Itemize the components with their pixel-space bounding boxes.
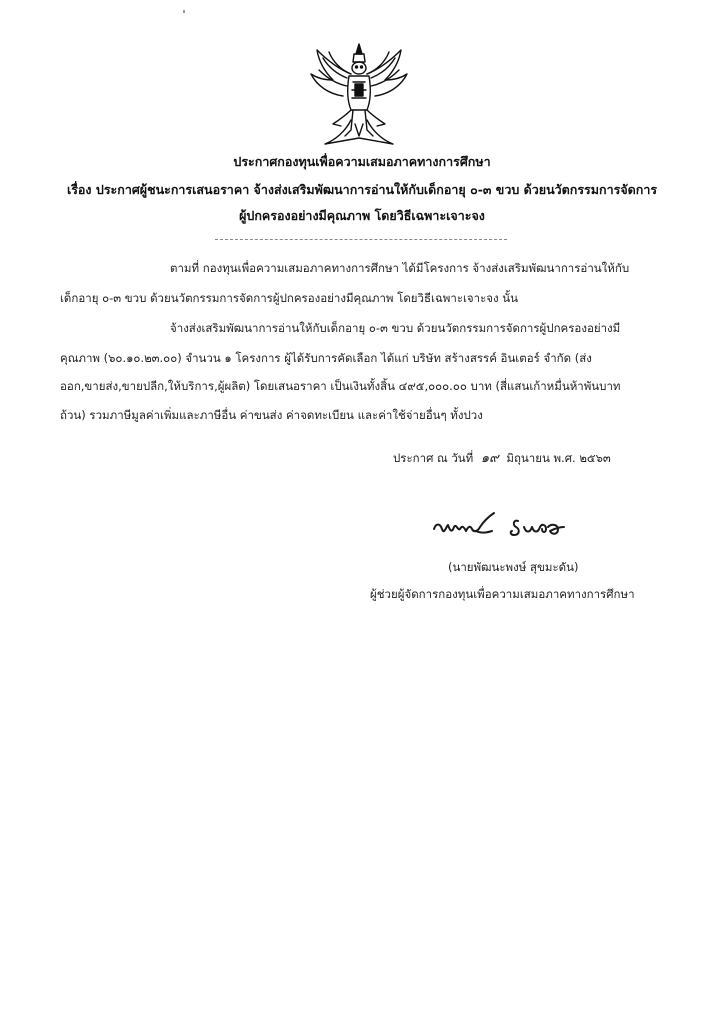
signer-position: ผู้ช่วยผู้จัดการกองทุนเพื่อความเสมอภาคทางการศึกษา <box>370 587 635 601</box>
body-paragraph2-line1: จ้างส่งเสริมพัฒนาการอ่านให้กับเด็กอายุ ๐-๓ ขวบ ด้วยนวัตกรรมการจัดการผู้ปกครองอย่างมี <box>170 321 621 335</box>
date-prefix: ประกาศ ณ วันที่ <box>393 451 474 465</box>
date-month-year: มิถุนายน พ.ศ. ๒๕๖๓ <box>506 451 611 465</box>
garuda-emblem-icon <box>305 40 413 148</box>
announcement-subject-line2: ผู้ปกครองอย่างมีคุณภาพ โดยวิธีเฉพาะเจาะจง <box>239 208 485 223</box>
handwritten-signature <box>430 505 590 545</box>
announcement-subject-line1: เรื่อง ประกาศผู้ชนะการเสนอราคา จ้างส่งเสริมพัฒนาการอ่านให้กับเด็กอายุ ๐-๓ ขวบ ด้วยนวัตกรรมการจัดการ <box>66 182 658 197</box>
signer-name: (นายพัฒนะพงษ์ สุขมะดัน) <box>448 560 579 574</box>
announcement-date <box>393 447 611 468</box>
body-paragraph2-line2: คุณภาพ (๖๐.๑๐.๒๓.๐๐) จำนวน ๑ โครงการ ผู้ได้รับการคัดเลือก ได้แก่ บริษัท สร้างสรรค์ อินเตอร์ จำกัด (ส่ง <box>60 351 592 365</box>
dashed-divider <box>215 239 507 240</box>
body-paragraph1-line2: เด็กอายุ ๐-๓ ขวบ ด้วยนวัตกรรมการจัดการผู้ปกครองอย่างมีคุณภาพ โดยวิธีเฉพาะเจาะจง นั้น <box>60 291 519 305</box>
body-paragraph1-line1: ตามที่ กองทุนเพื่อความเสมอภาคทางการศึกษา ได้มีโครงการ จ้างส่งเสริมพัฒนาการอ่านให้กับ <box>170 261 630 275</box>
date-day: ๑๙ <box>480 451 499 466</box>
announcement-title: ประกาศกองทุนเพื่อความเสมอภาคทางการศึกษา <box>233 154 491 169</box>
body-paragraph2-line4: ถ้วน) รวมภาษีมูลค่าเพิ่มและภาษีอื่น ค่าขนส่ง ค่าจดทะเบียน และค่าใช้จ่ายอื่นๆ ทั้งปวง <box>60 408 483 422</box>
scan-speck <box>183 10 185 13</box>
body-paragraph2-line3: ออก,ขายส่ง,ขายปลีก,ให้บริการ,ผู้ผลิต) โดยเสนอราคา เป็นเงินทั้งสิ้น ๔๙๕,๐๐๐.๐๐ บาท (สี่แสนเก้าหมื่นห้าพันบาท <box>60 379 621 393</box>
